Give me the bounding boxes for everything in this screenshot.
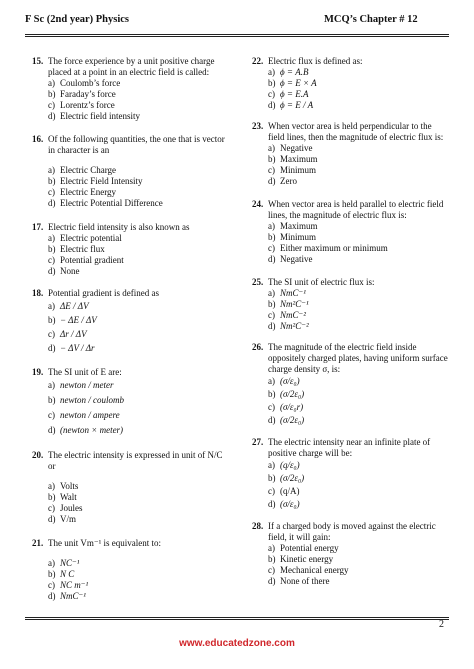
question-number: 21. xyxy=(32,538,44,548)
option-text: V/m xyxy=(60,514,77,524)
option-b[interactable] xyxy=(48,89,228,100)
option-letter: c) xyxy=(48,503,55,513)
option-b[interactable] xyxy=(268,472,448,485)
footer-rule-2 xyxy=(25,619,449,620)
option-text: Negative xyxy=(280,254,313,264)
option-c[interactable] xyxy=(48,580,228,591)
option-a[interactable] xyxy=(48,378,228,393)
question-text: Potential gradient is defined as xyxy=(48,288,159,298)
option-letter: a) xyxy=(268,460,275,470)
option-b[interactable] xyxy=(268,388,448,401)
option-letter: c) xyxy=(268,565,275,575)
option-text: N C xyxy=(60,569,75,579)
option-letter: b) xyxy=(48,492,56,502)
option-text: Walt xyxy=(60,492,77,502)
option-text: (newton × meter) xyxy=(60,425,124,435)
option-text: (σ/ε₀) xyxy=(280,499,300,509)
option-a[interactable] xyxy=(268,67,448,78)
option-letter: c) xyxy=(48,580,55,590)
option-a[interactable] xyxy=(268,288,448,299)
question-text: The unit Vm⁻¹ is equivalent to: xyxy=(48,538,162,548)
option-text: ϕ = E.A xyxy=(280,89,309,99)
option-b[interactable] xyxy=(48,244,228,255)
option-text: Kinetic energy xyxy=(280,554,334,564)
option-letter: b) xyxy=(48,315,56,325)
option-text: ϕ = E / A xyxy=(280,100,314,110)
option-d[interactable] xyxy=(48,341,228,355)
question-number: 27. xyxy=(252,437,264,447)
question-28 xyxy=(252,521,448,587)
option-text: None of there xyxy=(280,576,330,586)
option-text: Nm²C⁻¹ xyxy=(280,299,309,309)
option-c[interactable] xyxy=(268,243,448,254)
option-b[interactable] xyxy=(48,393,228,408)
option-letter: c) xyxy=(48,255,55,265)
option-text: Coulomb’s force xyxy=(60,78,121,88)
question-text: When vector area is held perpendicular to the field lines, then the magnitude of electric flux is: xyxy=(268,121,444,142)
option-b[interactable] xyxy=(48,569,228,580)
option-text: Electric Field Intensity xyxy=(60,176,143,186)
question-19 xyxy=(32,367,228,438)
option-text: − ΔV / Δr xyxy=(60,343,95,353)
question-text: When vector area is held parallel to electric field lines, the magnitude of electric flux is: xyxy=(268,199,444,220)
option-a[interactable] xyxy=(268,143,448,154)
option-c[interactable] xyxy=(268,165,448,176)
option-text: − ΔE / ΔV xyxy=(60,315,97,325)
option-a[interactable] xyxy=(268,543,448,554)
option-letter: b) xyxy=(268,299,276,309)
option-text: Electric Potential Difference xyxy=(60,198,163,208)
option-text: Mechanical energy xyxy=(280,565,349,575)
option-text: Potential energy xyxy=(280,543,339,553)
option-d[interactable] xyxy=(48,198,228,209)
option-letter: a) xyxy=(48,233,55,243)
option-text: Nm²C⁻² xyxy=(280,321,309,331)
option-letter: b) xyxy=(268,232,276,242)
option-letter: d) xyxy=(48,514,56,524)
question-22 xyxy=(252,56,448,111)
question-text: Of the following quantities, the one that is vector in character is an xyxy=(48,134,225,155)
option-text: (q/A) xyxy=(280,486,300,496)
option-letter: d) xyxy=(268,321,276,331)
question-text: The electric intensity is expressed in unit of N/C or xyxy=(48,450,223,471)
option-text: ϕ = A.B xyxy=(280,67,309,77)
option-letter: a) xyxy=(268,543,275,553)
option-text: Joules xyxy=(60,503,83,513)
question-number: 17. xyxy=(32,222,44,232)
option-c[interactable] xyxy=(48,100,228,111)
option-b[interactable] xyxy=(48,176,228,187)
option-letter: c) xyxy=(268,243,275,253)
option-d[interactable] xyxy=(268,576,448,587)
option-text: Maximum xyxy=(280,221,318,231)
option-letter: a) xyxy=(48,301,55,311)
option-text: NC⁻¹ xyxy=(60,558,80,568)
option-text: NmC⁻¹ xyxy=(60,591,86,601)
option-b[interactable] xyxy=(268,554,448,565)
question-15 xyxy=(32,56,228,122)
option-text: newton / coulomb xyxy=(60,395,124,405)
question-text: The magnitude of the electric field inside oppositely charged plates, having uniform surface charge density σ, is: xyxy=(268,342,448,374)
option-letter: b) xyxy=(48,176,56,186)
option-text: Lorentz’s force xyxy=(60,100,115,110)
option-letter: b) xyxy=(268,154,276,164)
option-letter: d) xyxy=(48,425,56,435)
option-b[interactable] xyxy=(268,78,448,89)
option-text: ϕ = E × A xyxy=(280,78,317,88)
option-text: Electric Energy xyxy=(60,187,117,197)
option-letter: b) xyxy=(48,244,56,254)
right-column xyxy=(252,56,448,587)
option-letter: b) xyxy=(268,389,276,399)
option-d[interactable] xyxy=(48,591,228,602)
option-c[interactable] xyxy=(48,503,228,514)
option-d[interactable] xyxy=(268,321,448,332)
option-d[interactable] xyxy=(48,514,228,525)
option-text: NC m⁻¹ xyxy=(60,580,89,590)
option-c[interactable] xyxy=(48,327,228,341)
option-letter: d) xyxy=(48,111,56,121)
option-letter: c) xyxy=(268,165,275,175)
question-text: If a charged body is moved against the electric field, it will gain: xyxy=(268,521,436,542)
option-letter: d) xyxy=(268,176,276,186)
option-text: NmC⁻¹ xyxy=(280,288,306,298)
option-c[interactable] xyxy=(268,565,448,576)
option-text: Volts xyxy=(60,481,79,491)
option-letter: b) xyxy=(268,554,276,564)
option-letter: d) xyxy=(268,576,276,586)
option-letter: d) xyxy=(268,100,276,110)
option-text: Δr / ΔV xyxy=(60,329,87,339)
option-a[interactable] xyxy=(48,558,228,569)
option-text: Electric Charge xyxy=(60,165,117,175)
option-text: Potential gradient xyxy=(60,255,124,265)
question-number: 23. xyxy=(252,121,264,131)
option-d[interactable] xyxy=(268,414,448,427)
option-text: ΔE / ΔV xyxy=(60,301,89,311)
option-letter: d) xyxy=(48,591,56,601)
option-letter: d) xyxy=(48,198,56,208)
option-letter: c) xyxy=(48,100,55,110)
question-text: Electric field intensity is also known as xyxy=(48,222,190,232)
option-letter: a) xyxy=(48,481,55,491)
left-column xyxy=(32,56,228,602)
option-letter: a) xyxy=(268,67,275,77)
option-c[interactable] xyxy=(268,89,448,100)
option-d[interactable] xyxy=(268,176,448,187)
option-letter: a) xyxy=(48,165,55,175)
question-17 xyxy=(32,222,228,277)
option-text: Negative xyxy=(280,143,313,153)
option-text: (σ/2ε₀) xyxy=(280,389,305,399)
question-25 xyxy=(252,277,448,332)
question-number: 24. xyxy=(252,199,264,209)
option-text: (σ/2ε₀) xyxy=(280,473,305,483)
option-text: Maximum xyxy=(280,154,318,164)
option-d[interactable] xyxy=(268,498,448,511)
option-c[interactable] xyxy=(48,255,228,266)
option-text: Electric potential xyxy=(60,233,122,243)
option-letter: b) xyxy=(48,89,56,99)
option-text: newton / meter xyxy=(60,380,114,390)
question-21 xyxy=(32,538,228,602)
option-d[interactable] xyxy=(48,266,228,277)
question-16 xyxy=(32,134,228,209)
question-27 xyxy=(252,437,448,511)
option-text: Minimum xyxy=(280,232,317,242)
option-letter: a) xyxy=(48,78,55,88)
header-rule xyxy=(25,34,449,35)
option-text: Electric field intensity xyxy=(60,111,140,121)
header-chapter: MCQ’s Chapter # 12 xyxy=(324,14,418,25)
question-number: 15. xyxy=(32,56,44,66)
option-letter: c) xyxy=(268,402,275,412)
option-a[interactable] xyxy=(48,233,228,244)
option-b[interactable] xyxy=(48,313,228,327)
option-letter: a) xyxy=(268,221,275,231)
option-text: Faraday’s force xyxy=(60,89,116,99)
option-a[interactable] xyxy=(48,481,228,492)
option-c[interactable] xyxy=(268,310,448,321)
question-23 xyxy=(252,121,448,187)
option-c[interactable] xyxy=(268,401,448,414)
option-letter: b) xyxy=(48,395,56,405)
question-number: 18. xyxy=(32,288,44,298)
option-letter: a) xyxy=(268,288,275,298)
option-a[interactable] xyxy=(48,165,228,176)
header-rule-2 xyxy=(25,36,449,37)
option-a[interactable] xyxy=(48,78,228,89)
option-c[interactable] xyxy=(48,187,228,198)
option-b[interactable] xyxy=(268,232,448,243)
option-text: (σ/ε₀) xyxy=(280,376,300,386)
option-d[interactable] xyxy=(268,100,448,111)
question-20 xyxy=(32,450,228,525)
option-d[interactable] xyxy=(268,254,448,265)
option-letter: c) xyxy=(48,410,55,420)
option-letter: a) xyxy=(268,143,275,153)
header-title: F Sc (2nd year) Physics xyxy=(25,14,130,25)
option-letter: c) xyxy=(268,310,275,320)
option-a[interactable] xyxy=(48,299,228,313)
option-b[interactable] xyxy=(268,299,448,310)
option-letter: d) xyxy=(48,266,56,276)
option-c[interactable] xyxy=(268,485,448,498)
option-a[interactable] xyxy=(268,459,448,472)
option-text: None xyxy=(60,266,80,276)
option-text: (q/ε₀) xyxy=(280,460,300,470)
question-number: 28. xyxy=(252,521,264,531)
question-number: 25. xyxy=(252,277,264,287)
question-text: The electric intensity near an infinite plate of positive charge will be: xyxy=(268,437,431,458)
option-letter: c) xyxy=(268,486,275,496)
footer-rule xyxy=(25,617,449,618)
question-number: 19. xyxy=(32,367,44,377)
question-text: The SI unit of E are: xyxy=(48,367,122,377)
option-letter: c) xyxy=(48,187,55,197)
question-number: 16. xyxy=(32,134,44,144)
option-text: newton / ampere xyxy=(60,410,120,420)
question-24 xyxy=(252,199,448,265)
footer-url[interactable]: www.educatedzone.com xyxy=(179,638,295,649)
option-a[interactable] xyxy=(268,221,448,232)
question-18 xyxy=(32,288,228,355)
option-letter: a) xyxy=(48,558,55,568)
question-text: Electric flux is defined as: xyxy=(268,56,363,66)
option-letter: d) xyxy=(268,499,276,509)
option-letter: c) xyxy=(48,329,55,339)
option-text: Zero xyxy=(280,176,297,186)
option-letter: d) xyxy=(268,254,276,264)
page-number: 2 xyxy=(439,619,444,630)
option-letter: b) xyxy=(268,78,276,88)
option-letter: b) xyxy=(268,473,276,483)
option-b[interactable] xyxy=(48,492,228,503)
option-text: Either maximum or minimum xyxy=(280,243,388,253)
option-d[interactable] xyxy=(48,423,228,438)
option-a[interactable] xyxy=(268,375,448,388)
option-letter: b) xyxy=(48,569,56,579)
option-d[interactable] xyxy=(48,111,228,122)
option-b[interactable] xyxy=(268,154,448,165)
option-text: (σ/2ε₀) xyxy=(280,415,305,425)
option-letter: c) xyxy=(268,89,275,99)
option-letter: a) xyxy=(268,376,275,386)
option-letter: a) xyxy=(48,380,55,390)
question-text: The force experience by a unit positive charge placed at a point in an electric field is called: xyxy=(48,56,215,77)
option-text: NmC⁻² xyxy=(280,310,306,320)
option-text: (σ/ε₀r) xyxy=(280,402,304,412)
question-number: 22. xyxy=(252,56,264,66)
question-text: The SI unit of electric flux is: xyxy=(268,277,375,287)
question-26 xyxy=(252,342,448,427)
option-text: Minimum xyxy=(280,165,317,175)
question-number: 20. xyxy=(32,450,44,460)
option-letter: d) xyxy=(48,343,56,353)
option-text: Electric flux xyxy=(60,244,105,254)
option-letter: d) xyxy=(268,415,276,425)
option-c[interactable] xyxy=(48,408,228,423)
question-number: 26. xyxy=(252,342,264,352)
